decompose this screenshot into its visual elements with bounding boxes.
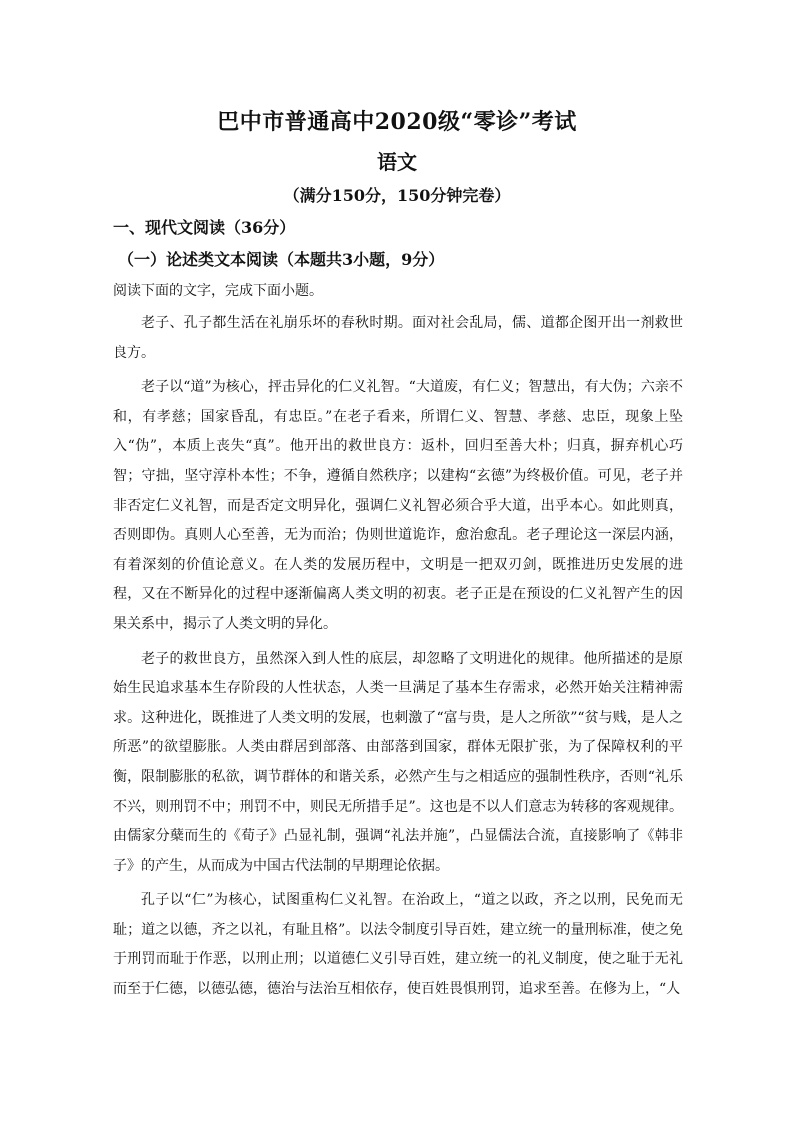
subject-title: 语文 [377,150,417,174]
paragraph: 老子的救世良方，虽然深入到人性的底层，却忽略了文明进化的规律。他所描述的是原始生民追求基本生存阶段的人性状态，人类一旦满足了基本生存需求，必然开始关注精神需求。这种进化，既推进了人类文明的发展，也刺激了“富与贵，是人之所欲”“贫与贱，是人之所恶”的欲望膨胀。人类由群居到部落、由部落到国家，群体无限扩张，为了保障权利的平衡，限制膨胀的私欲，调节群体的和谐关系，必然产生与之相适应的强制性秩序，否则“礼乐不兴，则刑罚不中；刑罚不中，则民无所措手足”。这也是不以人们意志为转移的客观规律。由儒家分蘖而生的《荀子》凸显礼制，强调“礼法并施”，凸显儒法合流，直接影响了《韩非子》的产生，从而成为中国古代法制的早期理论依据。 [113,650,683,874]
instruction-text: 阅读下面的文字，完成下面小题。 [113,283,323,299]
exam-note: （满分150分，150分钟完卷） [283,186,511,205]
section-heading-2: （一）论述类文本阅读（本题共3小题，9分） [118,250,445,269]
paragraph: 孔子以“仁”为核心，试图重构仁义礼智。在治政上，“道之以政，齐之以刑，民免而无耻；道之以德，齐之以礼，有耻且格”。以法令制度引导百姓，建立统一的量刑标准，使之免于刑罚而耻于作恶，以刑止刑；以道德仁义引导百姓，建立统一的礼义制度，使之耻于无礼而至于仁德，以德弘德，德治与法治互相依存，使百姓畏惧刑罚，追求至善。在修为上，“人 [113,892,683,998]
exam-title: 巴中市普通高中2020级“零诊”考试 [217,109,577,135]
reading-passage [113,309,683,1010]
paragraph: 老子、孔子都生活在礼崩乐坏的春秋时期。面对社会乱局，儒、道都企图开出一剂救世良方。 [113,315,683,361]
paragraph: 老子以“道”为核心，抨击异化的仁义礼智。“大道废，有仁义；智慧出，有大伪；六亲不和，有孝慈；国家昏乱，有忠臣。”在老子看来，所谓仁义、智慧、孝慈、忠臣，现象上坠入“伪”，本质上丧失“真”。他开出的救世良方：返朴，回归至善大朴；归真，摒弃机心巧智；守拙，坚守淳朴本性；不争，遵循自然秩序；以建构“玄德”为终极价值。可见，老子并非否定仁义礼智，而是否定文明异化，强调仁义礼智必须合乎大道，出乎本心。如此则真，否则即伪。真则人心至善，无为而治；伪则世道诡诈，愈治愈乱。老子理论这一深层内涵，有着深刻的价值论意义。在人类的发展历程中，文明是一把双刃剑，既推进历史发展的进程，又在不断异化的过程中逐渐偏离人类文明的初衷。老子正是在预设的仁义礼智产生的因果关系中，揭示了人类文明的异化。 [113,379,683,632]
section-heading-1: 一、现代文阅读（36分） [113,218,296,237]
